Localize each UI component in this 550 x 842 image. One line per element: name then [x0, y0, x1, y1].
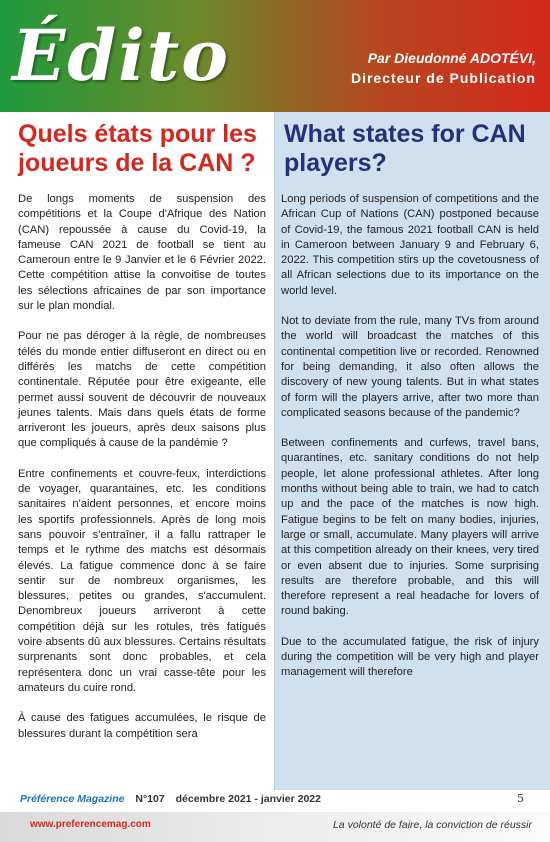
issue-info	[20, 793, 540, 805]
french-paragraph: Pour ne pas déroger à la règle, de nombreuses télés du monde entier diffuseront en direct ou en différés les matchs de cette compétition continentale. Réputée pour être exigeante, elle permet aussi souvent de découvrir de nouveaux jeunes talents. Mais dans quels états de forme arriveront les joueurs, après deux saisons plus que compliqués à cause de la pandémie ?	[18, 330, 266, 450]
issue-number: N°107	[135, 793, 165, 805]
issue-date: décembre 2021 - janvier 2022	[175, 793, 321, 805]
french-paragraph: De longs moments de suspension des compétitions et la Coupe d'Afrique des Nation (CAN) repoussée à cause du Covid-19, la fameuse CAN 2021 de football se tient au Cameroun entre le 9 Janvier et le 6 Février 2022. Cette compétition attise la convoitise de toutes les sélections africaines de par son importance sur le plan mondial.	[18, 193, 266, 313]
author-role: Directeur de Publication	[350, 70, 536, 86]
english-title: What states for CAN players?	[284, 120, 526, 177]
slogan: La volonté de faire, la conviction de réussir	[332, 819, 532, 831]
english-paragraph: Due to the accumulated fatigue, the risk of injury during the competition will be very high and player management will therefore	[281, 635, 539, 679]
english-paragraph: Between confinements and curfews, travel bans, quarantines, etc. sanitary conditions do not help people, let alone professional athletes. After long months without being able to train, we had to catch up and the pace of the matches is now high. Fatigue begins to be felt on many bodies, injuries, large or small, accumulate. Many players will arrive at this competition already on their knees, very tired or even absent due to injuries. Some surprising results are therefore probable, and this will therefore represent a real headache for lovers of round baking.	[281, 437, 539, 618]
english-paragraph: Not to deviate from the rule, many TVs from around the world will broadcast the matches of this continental competition live or recorded. Renowned for being demanding, it also often allows the discovery of new young talents. But in what states of form will the players arrive, after two more than complicated seasons because of the pandemic?	[281, 315, 539, 419]
english-paragraph: Long periods of suspension of competitions and the African Cup of Nations (CAN) postponed because of Covid-19, the famous 2021 football CAN is held in Cameroon between January 9 and February 6, 2022. This competition stirs up the covetousness of all African selections due to its importance on the world level.	[281, 193, 539, 297]
edito-header	[0, 0, 550, 112]
footer-bar	[0, 812, 550, 842]
author-block	[351, 50, 536, 86]
page-number: 5	[517, 792, 524, 805]
french-paragraph: À cause des fatigues accumulées, le risque de blessures durant la compétition sera	[18, 712, 266, 740]
website-link[interactable]: www.preferencemag.com	[30, 819, 151, 830]
french-body	[18, 192, 266, 757]
english-body	[281, 192, 539, 696]
edito-logo: Édito	[12, 14, 230, 97]
author-name: Par Dieudonné ADOTÉVI,	[367, 50, 536, 66]
french-paragraph: Entre confinements et couvre-feux, interdictions de voyager, quarantaines, etc. les conditions sanitaires n'aident personnes, et encore moins les sportifs professionnels. Après de long mois sans pouvoir s'entraîner, il a fallu rattraper le temps et le rythme des matchs est désormais élevés. La fatigue commence donc à se faire sentir sur de nombreux organismes, les blessures, petites ou grandes, s'accumulent. Denombreux joueurs arriveront à cette compétition déjà sur les rotules, très fatigués voire absents dû aux blessures. Certains résultats surprenants sont donc probables, et cela représentera donc un vrai casse-tête pour les amateurs du cuire rond.	[18, 467, 266, 694]
magazine-name: Préférence Magazine	[20, 793, 125, 805]
french-title: Quels états pour les joueurs de la CAN ?	[18, 120, 257, 177]
